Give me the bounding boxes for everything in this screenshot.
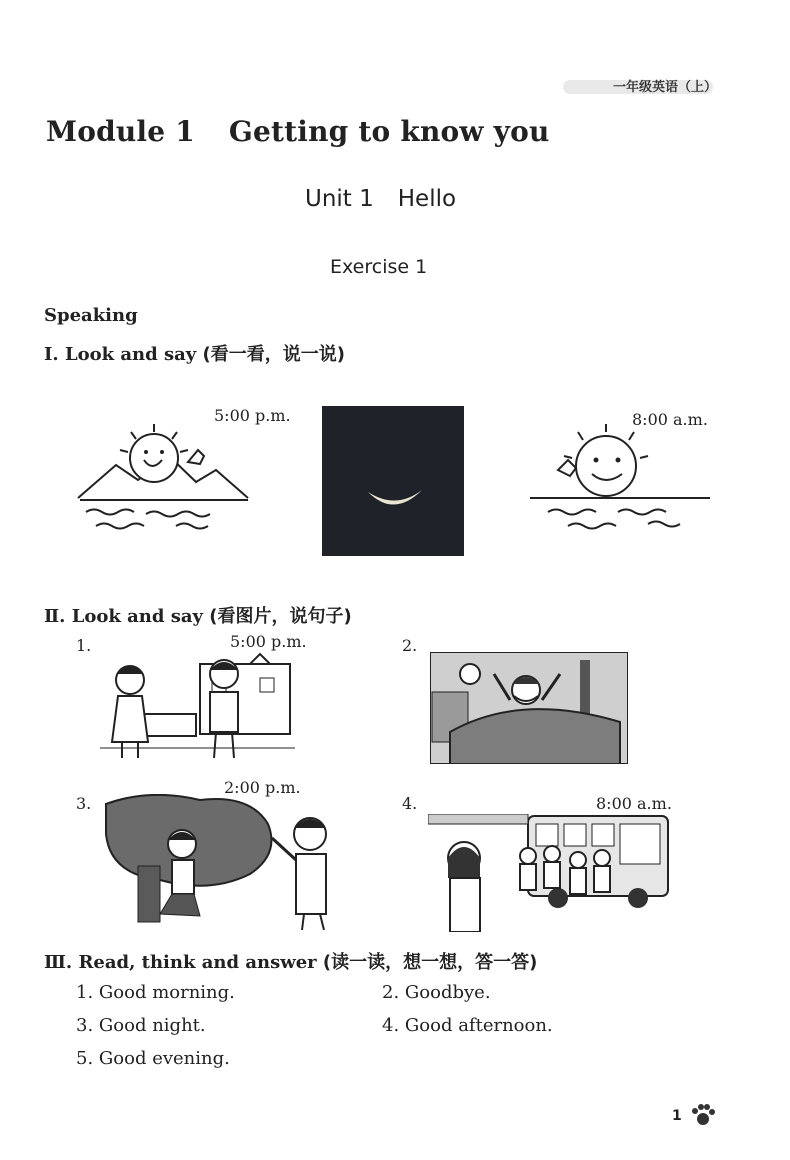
item-3-time: 2:00 p.m. [224, 778, 301, 797]
exercise-title: Exercise 1 [330, 256, 428, 278]
unit-number: Unit 1 [305, 186, 374, 212]
answer-item: 5. Good evening. [76, 1048, 230, 1069]
section-1-heading [44, 340, 345, 366]
night-moon-photo [322, 406, 464, 556]
item-1-time: 5:00 p.m. [230, 632, 307, 651]
sunrise-picture [528, 420, 713, 545]
book-header-tag [555, 72, 725, 100]
book-label: 一年级英语（上） [613, 80, 718, 95]
module-number: Module 1 [46, 115, 195, 148]
answer-item: 1. Good morning. [76, 982, 235, 1003]
page-number: 1 [672, 1108, 682, 1124]
item-4-time: 8:00 a.m. [596, 794, 672, 813]
sunset-picture [76, 420, 251, 535]
module-name: Getting to know you [228, 115, 550, 148]
answer-item: 4. Good afternoon. [382, 1015, 553, 1036]
speaking-label: Speaking [44, 305, 138, 326]
section-3-title: Ⅲ. Read, think and answer [44, 952, 317, 973]
answer-item: 3. Good night. [76, 1015, 206, 1036]
section-2-title: Ⅱ. Look and say [44, 606, 203, 627]
section-2-title-cn: (看图片，说句子) [209, 606, 352, 627]
unit-title [305, 186, 456, 212]
picture-bus-scene [428, 814, 672, 932]
section-3-title-cn: (读一读，想一想，答一答) [322, 952, 538, 973]
picture-boy-waking-up [430, 652, 628, 764]
item-3-number: 3. [76, 794, 92, 813]
item-2-number: 2. [402, 636, 418, 655]
section-1-title-cn: (看一看，说一说) [202, 344, 345, 365]
time-label-morning: 8:00 a.m. [632, 410, 708, 429]
section-2-heading [44, 602, 352, 628]
paw-print-icon [690, 1102, 716, 1128]
item-1-number: 1. [76, 636, 92, 655]
answer-item: 2. Goodbye. [382, 982, 491, 1003]
section-3-heading [44, 948, 537, 974]
time-label-evening: 5:00 p.m. [214, 406, 291, 425]
unit-name: Hello [397, 186, 457, 212]
module-title [46, 115, 550, 148]
picture-kids-school [100, 652, 295, 762]
section-1-title: Ⅰ. Look and say [44, 344, 197, 365]
picture-kids-under-tree [100, 794, 350, 932]
item-4-number: 4. [402, 794, 418, 813]
